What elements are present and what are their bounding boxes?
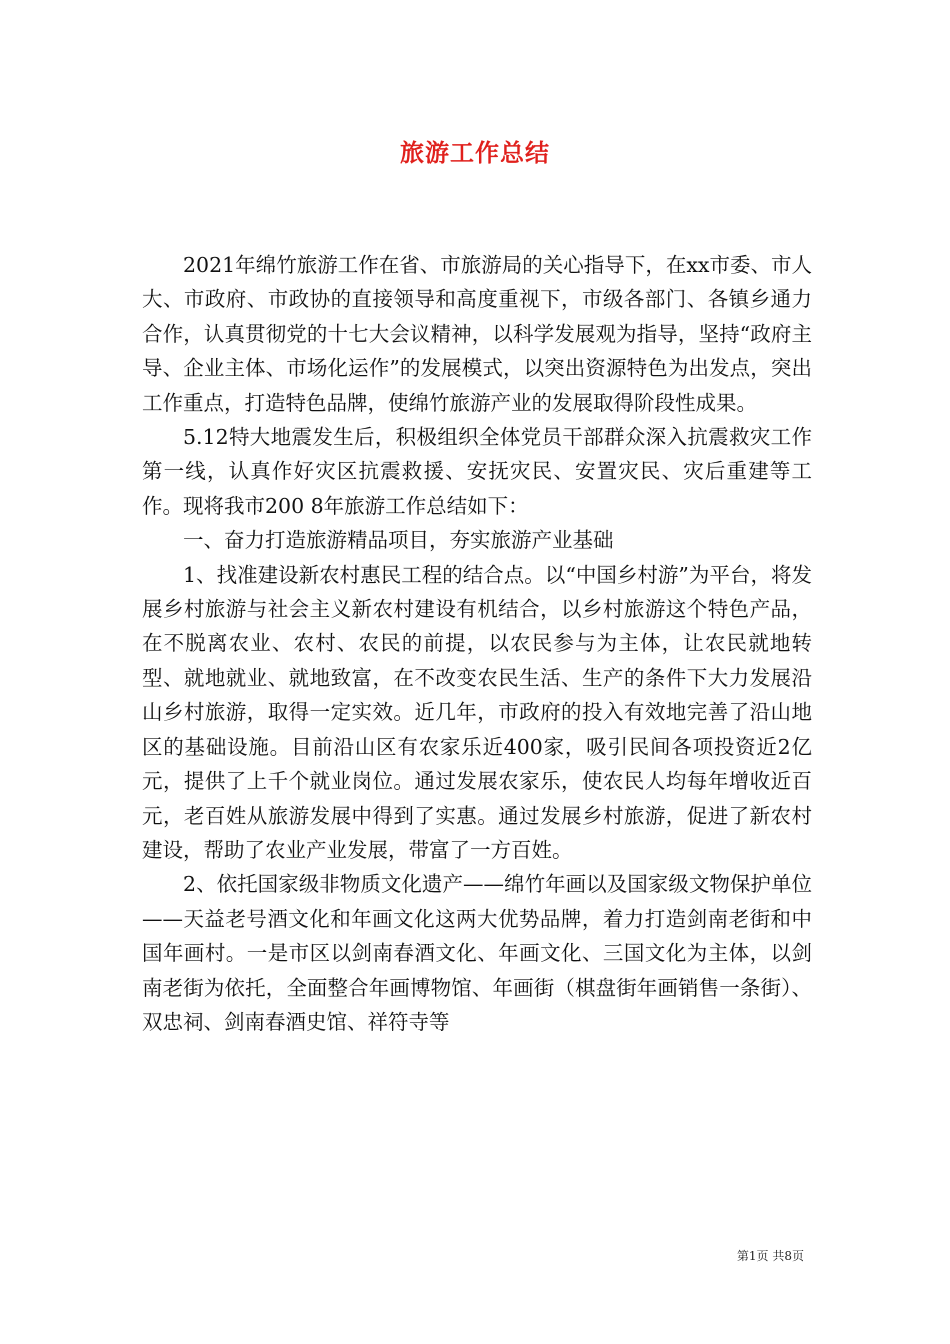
paragraph-earthquake: 5.12特大地震发生后，积极组织全体党员干部群众深入抗震救灾工作第一线，认真作好灾区抗震救援、安抚灾民、安置灾民、灾后重建等工作。现将我市200 8年旅游工作总结如下： — [142, 425, 812, 518]
paragraph-item-1: 1、找准建设新农村惠民工程的结合点。以“中国乡村游”为平台，将发展乡村旅游与社会主义新农村建设有机结合，以乡村旅游这个特色产品，在不脱离农业、农村、农民的前提，以农民参与为主体，让农民就地转型、就地就业、就地致富，在不改变农民生活、生产的条件下大力发展沿山乡村旅游，取得一定实效。近几年，市政府的投入有效地完善了沿山地区的基础设施。目前沿山区有农家乐近400家，吸引民间各项投资近2亿元，提供了上千个就业岗位。通过发展农家乐，使农民人均每年增收近百元，老百姓从旅游发展中得到了实惠。通过发展乡村旅游，促进了新农村建设，帮助了农业产业发展，带富了一方百姓。 — [142, 562, 812, 862]
section-heading-1: 一、奋力打造旅游精品项目，夯实旅游产业基础 — [183, 528, 614, 553]
paragraph-item-2: 2、依托国家级非物质文化遗产——绵竹年画以及国家级文物保护单位——天益老号酒文化和年画文化这两大优势品牌，着力打造剑南老街和中国年画村。一是市区以剑南春酒文化、年画文化、三国文化为主体，以剑南老街为依托，全面整合年画博物馆、年画街（棋盘街年画销售一条街）、双忠祠、剑南春酒史馆、祥符寺等 — [142, 872, 812, 1034]
paragraph-intro: 2021年绵竹旅游工作在省、市旅游局的关心指导下，在xx市委、市人大、市政府、市政协的直接领导和高度重视下，市级各部门、各镇乡通力合作，认真贯彻党的十七大会议精神，以科学发展观为指导，坚持“政府主导、企业主体、市场化运作”的发展模式，以突出资源特色为出发点，突出工作重点，打造特色品牌，使绵竹旅游产业的发展取得阶段性成果。 — [142, 253, 812, 415]
page-number-footer: 第1页 共8页 — [736, 1249, 804, 1263]
page-title: 旅游工作总结 — [400, 139, 550, 167]
document-body — [142, 248, 812, 1039]
